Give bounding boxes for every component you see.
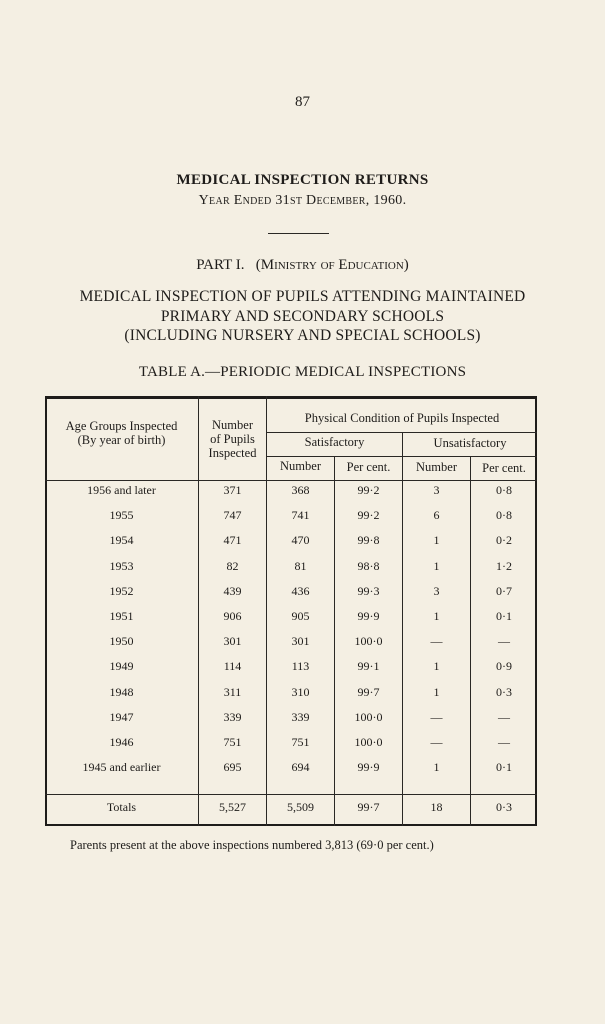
cell-sat-number: 694 (291, 760, 310, 774)
cell-unsat-number: — (430, 634, 443, 648)
header-satisfactory: Satisfactory (304, 435, 365, 449)
cell-unsat-per-cent: 0·2 (496, 533, 512, 547)
cell-unsat-per-cent: — (498, 735, 510, 749)
table-title: TABLE A.—PERIODIC MEDICAL INSPECTIONS (138, 364, 467, 380)
cell-sat-per-cent: 100·0 (354, 634, 383, 648)
header-age-groups-line: Age Groups Inspected (65, 419, 178, 433)
cell-unsat-number: 1 (433, 559, 440, 573)
cell-inspected: 439 (223, 584, 242, 598)
cell-age-group: 1956 and later (87, 483, 156, 497)
section-heading (0, 287, 605, 346)
cell-unsat-number: 3 (433, 584, 440, 598)
cell-sat-number: 741 (291, 508, 310, 522)
header-physical-condition: Physical Condition of Pupils Inspected (304, 411, 500, 425)
totals-sat-per-cent: 99·7 (357, 800, 380, 814)
inspection-table (45, 396, 537, 826)
header-unsat-number: Number (416, 460, 457, 474)
cell-inspected: 114 (223, 659, 242, 673)
header-sat-per-cent: Per cent. (346, 460, 391, 474)
cell-age-group: 1946 (109, 735, 134, 749)
part-label: PART I. (196, 257, 245, 273)
cell-unsat-per-cent: 0·8 (496, 483, 512, 497)
cell-inspected: 311 (223, 685, 242, 699)
cell-age-group: 1951 (109, 609, 134, 623)
heading-line: MEDICAL INSPECTION OF PUPILS ATTENDING MAINTAINED (79, 288, 526, 305)
cell-age-group: 1945 and earlier (82, 760, 161, 774)
cell-sat-per-cent: 99·9 (357, 760, 380, 774)
totals-sat-number: 5,509 (287, 800, 314, 814)
header-rule (45, 480, 537, 481)
cell-unsat-per-cent: 0·7 (496, 584, 512, 598)
cell-sat-per-cent: 99·3 (357, 584, 380, 598)
cell-unsat-number: 6 (433, 508, 440, 522)
header-number-line: Number (212, 418, 253, 432)
part-heading (0, 257, 605, 274)
cell-inspected: 301 (223, 634, 242, 648)
cell-unsat-number: — (430, 710, 443, 724)
cell-sat-per-cent: 100·0 (354, 735, 383, 749)
cell-unsat-per-cent: 0·1 (496, 760, 512, 774)
totals-rule (45, 794, 537, 795)
cell-sat-number: 905 (291, 609, 310, 623)
cell-sat-number: 113 (291, 659, 310, 673)
cell-unsat-per-cent: — (498, 634, 510, 648)
cell-unsat-number: 1 (433, 685, 440, 699)
cell-inspected: 695 (223, 760, 242, 774)
header-unsatisfactory: Unsatisfactory (433, 436, 507, 450)
page-number: 87 (295, 94, 310, 110)
cell-age-group: 1948 (109, 685, 134, 699)
cell-unsat-per-cent: 0·8 (496, 508, 512, 522)
header-number-line: of Pupils (210, 432, 255, 446)
cell-sat-number: 368 (291, 483, 310, 497)
cell-sat-number: 310 (291, 685, 310, 699)
cell-sat-per-cent: 100·0 (354, 710, 383, 724)
cell-sat-number: 301 (291, 634, 310, 648)
cell-unsat-number: 1 (433, 533, 440, 547)
cell-inspected: 339 (223, 710, 242, 724)
cell-unsat-per-cent: 1·2 (496, 559, 512, 573)
cell-unsat-per-cent: 0·9 (496, 659, 512, 673)
header-unsat-per-cent: Per cent. (482, 461, 526, 475)
cell-unsat-number: 1 (433, 760, 440, 774)
heading-line: (INCLUDING NURSERY AND SPECIAL SCHOOLS) (124, 327, 481, 344)
page-title: MEDICAL INSPECTION RETURNS (176, 172, 429, 188)
footnote: Parents present at the above inspections numbered 3,813 (69·0 per cent.) (70, 838, 434, 852)
cell-age-group: 1955 (109, 508, 134, 522)
header-age-groups (45, 419, 198, 447)
cell-sat-number: 81 (294, 559, 307, 573)
cell-unsat-per-cent: 0·3 (496, 685, 512, 699)
part-text: (Ministry of Education) (255, 257, 409, 273)
cell-age-group: 1950 (109, 634, 134, 648)
totals-unsat-number: 18 (430, 800, 443, 814)
cell-age-group: 1947 (109, 710, 134, 724)
page-subtitle: Year Ended 31st December, 1960. (198, 193, 407, 208)
cell-sat-number: 436 (291, 584, 310, 598)
totals-inspected: 5,527 (219, 800, 246, 814)
totals-label: Totals (106, 800, 137, 814)
cell-age-group: 1953 (109, 559, 134, 573)
cell-inspected: 471 (223, 533, 242, 547)
header-number-line: Inspected (208, 446, 257, 460)
cell-inspected: 82 (226, 559, 239, 573)
header-sat-number: Number (280, 459, 321, 473)
cell-inspected: 747 (223, 508, 242, 522)
cell-unsat-per-cent: 0·1 (496, 609, 512, 623)
cell-inspected: 371 (223, 483, 242, 497)
cell-inspected: 751 (223, 735, 242, 749)
cell-age-group: 1954 (109, 533, 134, 547)
cell-unsat-number: 1 (433, 609, 440, 623)
divider (268, 233, 329, 234)
cell-age-group: 1949 (109, 659, 134, 673)
cell-sat-per-cent: 99·9 (357, 609, 380, 623)
cell-sat-per-cent: 99·2 (357, 508, 380, 522)
cell-unsat-number: — (430, 735, 443, 749)
heading-line: PRIMARY AND SECONDARY SCHOOLS (160, 307, 445, 325)
cell-sat-number: 751 (291, 735, 310, 749)
cell-unsat-number: 3 (433, 483, 440, 497)
cell-sat-per-cent: 99·7 (357, 685, 380, 699)
cell-sat-per-cent: 98·8 (357, 559, 380, 573)
totals-unsat-per-cent: 0·3 (496, 800, 512, 814)
header-age-groups-line: (By year of birth) (77, 433, 166, 447)
header-number-of-pupils (199, 418, 266, 460)
cell-sat-number: 339 (291, 710, 310, 724)
cell-sat-number: 470 (291, 533, 310, 547)
cell-age-group: 1952 (109, 584, 134, 598)
cell-inspected: 906 (223, 609, 242, 623)
cell-unsat-number: 1 (433, 659, 440, 673)
cell-unsat-per-cent: — (498, 710, 510, 724)
cell-sat-per-cent: 99·2 (357, 483, 380, 497)
cell-sat-per-cent: 99·8 (357, 533, 380, 547)
cell-sat-per-cent: 99·1 (357, 659, 380, 673)
